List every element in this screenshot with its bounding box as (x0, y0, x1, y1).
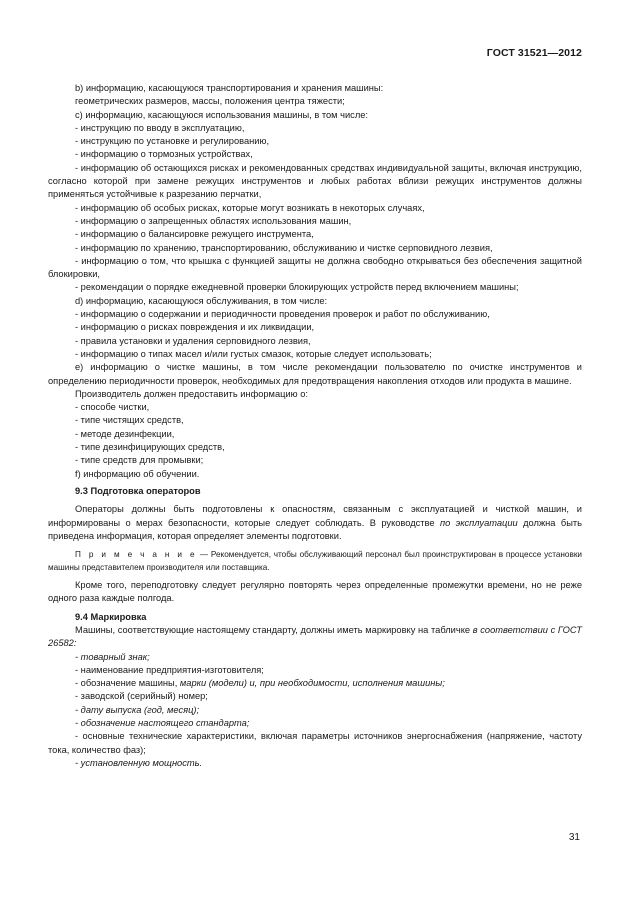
list-item: - информацию о том, что крышка с функцией защиты не должна свободно открываться без обеспечения защитной блокировки, (48, 255, 582, 280)
list-item: - информацию о рисках повреждения и их ликвидации, (75, 322, 315, 333)
section-9-4-intro: Машины, соответствующие настоящему стандарту, должны иметь маркировку на табличке в соответствии с ГОСТ 26582: (48, 624, 582, 649)
list-item: - типе дезинфицирующих средств, (75, 442, 225, 453)
list-item: - методе дезинфекции, (75, 428, 175, 439)
list-item: - информацию о тормозных устройствах, (75, 149, 253, 160)
line-f: f) информацию об обучении. (75, 468, 200, 479)
section-9-3-title: 9.3 Подготовка операторов (75, 485, 201, 496)
line-b-cont: геометрических размеров, массы, положения центра тяжести; (75, 96, 345, 107)
list-item: - информацию по хранению, транспортированию, обслуживанию и чистке серповидного лезвия, (75, 242, 493, 253)
section-9-4-title: 9.4 Маркировка (75, 611, 147, 622)
list-item: - инструкцию по вводу в эксплуатацию, (75, 122, 245, 133)
document-body (48, 82, 582, 770)
marking-item: - основные технические характеристики, включая параметры источников энергоснабжения (напряжение, частоту тока, количество фаз); (48, 731, 582, 755)
line-b: b) информацию, касающуюся транспортирования и хранения машины: (75, 83, 384, 93)
section-9-3-paragraph-2: Кроме того, переподготовку следует регулярно повторять через определенные промежутки времени, но не реже одного раза каждые полгода. (48, 580, 582, 604)
list-item: - информацию об особых рисках, которые могут возникать в некоторых случаях, (75, 202, 425, 213)
list-item: - инструкцию по установке и регулированию, (75, 136, 270, 147)
list-item: - рекомендации о порядке ежедневной проверки блокирующих устройств перед включением машины; (75, 282, 519, 293)
list-item: - информацию о содержании и периодичности проведения проверок и работ по обслуживанию, (75, 309, 490, 320)
list-item: - правила установки и удаления серповидного лезвия, (75, 335, 311, 346)
line-d: d) информацию, касающуюся обслуживания, в том числе: (75, 295, 328, 306)
list-item: - способе чистки, (75, 402, 150, 413)
list-item: - информацию о балансировке режущего инструмента, (75, 229, 314, 240)
list-item: - типе средств для промывки; (75, 455, 204, 466)
producer-paragraph: Производитель должен предоставить информацию о: (75, 388, 308, 399)
marking-item: - обозначение машины, марки (модели) и, при необходимости, исполнения машины; (75, 678, 445, 689)
marking-item: - установленную мощность. (75, 757, 203, 768)
section-9-3-paragraph: Операторы должны быть подготовлены к опасностям, связанным с эксплуатацией и чисткой машин, и информированы о мерах безопасности, которые следует соблюдать. В руководстве по эксплуатации должна быть приведена информация, которая определяет элементы подготовки. (48, 504, 582, 541)
marking-item: - наименование предприятия-изготовителя; (75, 664, 264, 675)
document-header: ГОСТ 31521—2012 (486, 47, 582, 59)
list-item: - информацию о типах масел и/или густых смазок, которые следует использовать; (75, 348, 432, 359)
note-text: — Рекомендуется, чтобы обслуживающий персонал был проинструктирован в процессе установки машины представителем производителя или поставщика. (48, 550, 582, 573)
marking-item: - товарный знак; (75, 651, 150, 662)
line-e: e) информацию о чистке машины, в том числе рекомендации пользователю по очистке инструментов и определению периодичности проверок, необходимых для предотвращения накопления отходов или продукта в машине. (48, 362, 582, 386)
marking-item: - заводской (серийный) номер; (75, 691, 208, 702)
note (48, 548, 582, 574)
page-number: 31 (568, 832, 580, 843)
list-item: - информацию о запрещенных областях использования машин, (75, 215, 352, 226)
note-label: П р и м е ч а н и е (75, 550, 198, 560)
marking-item: - дату выпуска (год, месяц); (75, 704, 200, 715)
marking-item: - обозначение настоящего стандарта; (75, 718, 250, 729)
list-item: - информацию об остающихся рисках и рекомендованных средствах индивидуальной защиты, включая инструкцию, согласно которой при замене режущих инструментов и любых работах вблизи режущих инструментов должны применяться устойчивые к разрезанию перчатки, (48, 162, 582, 200)
line-c: c) информацию, касающуюся использования машины, в том числе: (75, 109, 369, 120)
list-item: - типе чистящих средств, (75, 415, 184, 426)
